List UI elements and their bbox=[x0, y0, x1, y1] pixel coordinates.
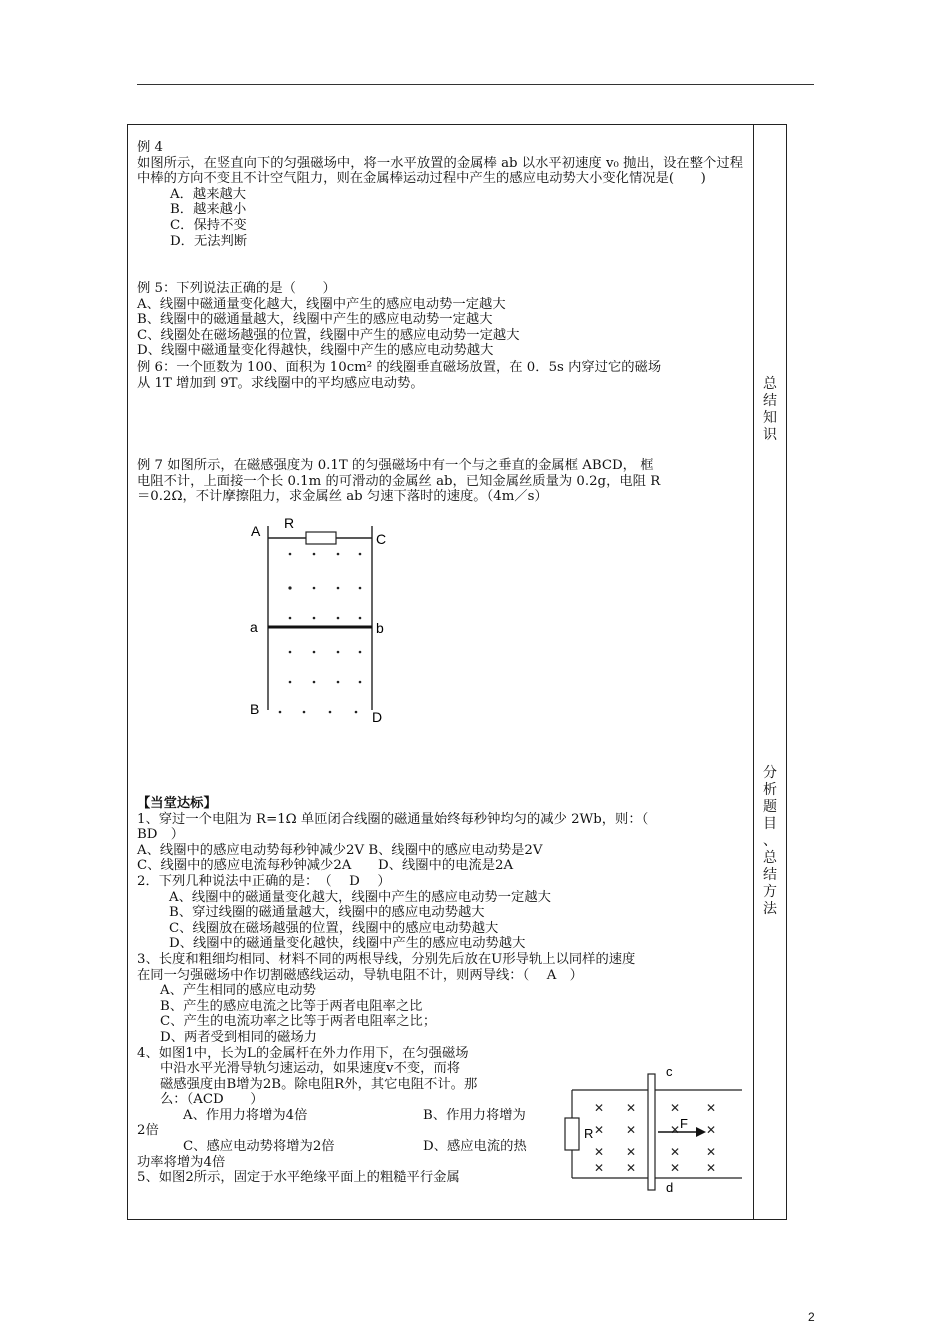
label-c: c bbox=[666, 1064, 673, 1079]
label-C: C bbox=[376, 531, 387, 547]
q4-line-4: 么：（ACD ） bbox=[160, 1092, 264, 1108]
example-6 bbox=[137, 360, 749, 391]
svg-text:✕: ✕ bbox=[594, 1145, 605, 1159]
label-B: B bbox=[250, 701, 260, 717]
q3-stem-2: 在同一匀强磁场中作切割磁感线运动，导轨电阻不计，则两导线：（ A ） bbox=[137, 967, 583, 983]
q3-option-c: C、产生的电流功率之比等于两者电阻率之比； bbox=[160, 1014, 437, 1030]
example-4-option-a: A．越来越大 bbox=[170, 186, 247, 202]
svg-text:✕: ✕ bbox=[626, 1101, 637, 1115]
svg-text:✕: ✕ bbox=[706, 1101, 717, 1115]
svg-text:✕: ✕ bbox=[706, 1145, 717, 1159]
svg-text:✕: ✕ bbox=[626, 1123, 637, 1137]
label-R: R bbox=[584, 1126, 594, 1141]
q1-options-cd: C、线圈中的感应电流每秒钟减少2A D、线圈中的电流是2A bbox=[137, 858, 514, 874]
header-rule bbox=[137, 84, 814, 85]
svg-text:✕: ✕ bbox=[626, 1145, 637, 1159]
svg-text:✕: ✕ bbox=[670, 1145, 681, 1159]
label-b: b bbox=[376, 620, 384, 636]
q4-option-c: C、感应电动势将增为2倍 bbox=[183, 1139, 335, 1155]
label-F: F bbox=[680, 1116, 688, 1131]
label-d: d bbox=[666, 1180, 674, 1195]
q4-option-b: B、作用力将增为 bbox=[423, 1107, 526, 1123]
label-D: D bbox=[372, 709, 383, 725]
example-4-stem: 如图所示，在竖直向下的匀强磁场中，将一水平放置的金属棒 ab 以水平初速度 v₀ 抛出，设在整个过程中棒的方向不变且不计空气阻力，则在金属棒运动过程中产生的感应电动势大小变化情况是( ) bbox=[137, 155, 743, 187]
example-6-line-2: 从 1T 增加到 9T。求线圈中的平均感应电动势。 bbox=[137, 375, 424, 391]
q3-option-a: A、产生相同的感应电动势 bbox=[160, 983, 316, 999]
example-4-option-b: B．越来越小 bbox=[170, 202, 247, 218]
example-4-title: 例 4 bbox=[137, 140, 163, 155]
magnetic-field-dots bbox=[279, 553, 362, 714]
q4-rail-diagram bbox=[560, 1064, 746, 1196]
example-4-option-c: C．保持不变 bbox=[170, 217, 247, 233]
q2-stem: 2．下列几种说法中正确的是： （ D ） bbox=[137, 873, 391, 889]
q3-option-b: B、产生的感应电流之比等于两者电阻率之比 bbox=[160, 998, 423, 1014]
svg-text:✕: ✕ bbox=[670, 1123, 681, 1137]
side-label-analyze-method: 分 析 题 目 、 总 结 方 法 bbox=[763, 765, 777, 917]
column-divider bbox=[753, 124, 754, 1220]
side-label-summary-knowledge: 总 结 知 识 bbox=[763, 376, 777, 443]
example-5-option-b: B、线圈中的磁通量越大，线圈中产生的感应电动势一定越大 bbox=[137, 312, 493, 328]
example-7-line-1: 例 7 如图所示，在磁感强度为 0.1T 的匀强磁场中有一个与之垂直的金属框 ABCD， 框 bbox=[137, 458, 654, 473]
q2-option-c: C、线圈放在磁场越强的位置，线圈中的感应电动势越大 bbox=[169, 920, 499, 936]
resistor-symbol bbox=[306, 532, 336, 544]
example-7 bbox=[137, 458, 749, 505]
q4-line-1: 4、如图1中，长为L的金属杆在外力作用下，在匀强磁场 bbox=[137, 1045, 469, 1061]
svg-text:✕: ✕ bbox=[706, 1161, 717, 1175]
q4-option-a: A、作用力将增为4倍 bbox=[183, 1107, 308, 1123]
q3-stem-1: 3、长度和粗细均相同、材料不同的两根导线，分别先后放在U形导轨上以同样的速度 bbox=[137, 951, 636, 967]
svg-text:✕: ✕ bbox=[670, 1161, 681, 1175]
example-6-line-1: 例 6：一个匝数为 100、面积为 10cm² 的线圈垂直磁场放置，在 0．5s 内穿过它的磁场 bbox=[137, 360, 662, 375]
q2-option-d: D、线圈中的磁通量变化越快，线圈中产生的感应电动势越大 bbox=[169, 936, 526, 952]
q1-answer: BD ） bbox=[137, 827, 185, 843]
page-number: 2 bbox=[808, 1310, 815, 1324]
practice-heading: 【当堂达标】 bbox=[137, 796, 217, 811]
q1-stem: 1、穿过一个电阻为 R=1Ω 单匝闭合线圈的磁通量始终每秒钟均匀的减少 2Wb，则：（ bbox=[137, 811, 649, 827]
svg-text:✕: ✕ bbox=[626, 1161, 637, 1175]
example-4-option-d: D．无法判断 bbox=[170, 233, 248, 249]
svg-text:✕: ✕ bbox=[706, 1123, 717, 1137]
label-R: R bbox=[284, 515, 295, 531]
example-7-frame-diagram bbox=[244, 514, 394, 726]
example-5-stem: 例 5：下列说法正确的是（ ） bbox=[137, 281, 336, 296]
example-5-option-a: A、线圈中磁通量变化越大，线圈中产生的感应电动势一定越大 bbox=[137, 296, 506, 312]
example-5-option-d: D、线圈中磁通量变化得越快，线圈中产生的感应电动势越大 bbox=[137, 343, 494, 359]
svg-text:✕: ✕ bbox=[594, 1101, 605, 1115]
svg-text:✕: ✕ bbox=[594, 1123, 605, 1137]
metal-rod-cd bbox=[648, 1074, 655, 1190]
q4-line-2: 中沿水平光滑导轨匀速运动，如果速度v不变，而将 bbox=[160, 1061, 461, 1077]
q4-line-3: 磁感强度由B增为2B。除电阻R外，其它电阻不计。那 bbox=[160, 1076, 478, 1092]
example-5 bbox=[137, 281, 749, 359]
example-7-line-3: ＝0.2Ω，不计摩擦阻力，求金属丝 ab 匀速下落时的速度。（4m／s） bbox=[137, 489, 548, 505]
q4-option-d-cont: 功率将增为4倍 bbox=[137, 1154, 226, 1170]
svg-text:✕: ✕ bbox=[670, 1101, 681, 1115]
label-A: A bbox=[251, 523, 261, 539]
q1-options-ab: A、线圈中的感应电动势每秒钟减少2V B、线圈中的感应电动势是2V bbox=[137, 842, 543, 858]
q4-option-b-cont: 2倍 bbox=[137, 1123, 159, 1139]
q3-option-d: D、两者受到相同的磁场力 bbox=[160, 1029, 317, 1045]
q4-option-d: D、感应电流的热 bbox=[423, 1139, 527, 1155]
force-arrow-head bbox=[696, 1127, 706, 1137]
example-5-option-c: C、线圈处在磁场越强的位置，线圈中产生的感应电动势一定越大 bbox=[137, 327, 520, 343]
q2-option-a: A、线圈中的磁通量变化越大，线圈中产生的感应电动势一定越大 bbox=[169, 889, 551, 905]
example-4 bbox=[137, 140, 743, 249]
label-a: a bbox=[250, 619, 258, 635]
resistor-R bbox=[565, 1118, 579, 1150]
q5-stem: 5、如图2所示，固定于水平绝缘平面上的粗糙平行金属 bbox=[137, 1170, 460, 1186]
q2-option-b: B、穿过线圈的磁通量越大，线圈中的感应电动势越大 bbox=[169, 905, 485, 921]
example-7-line-2: 电阻不计，上面接一个长 0.1m 的可滑动的金属丝 ab，已知金属丝质量为 0.2g，电阻 R bbox=[137, 473, 661, 489]
svg-text:✕: ✕ bbox=[594, 1161, 605, 1175]
